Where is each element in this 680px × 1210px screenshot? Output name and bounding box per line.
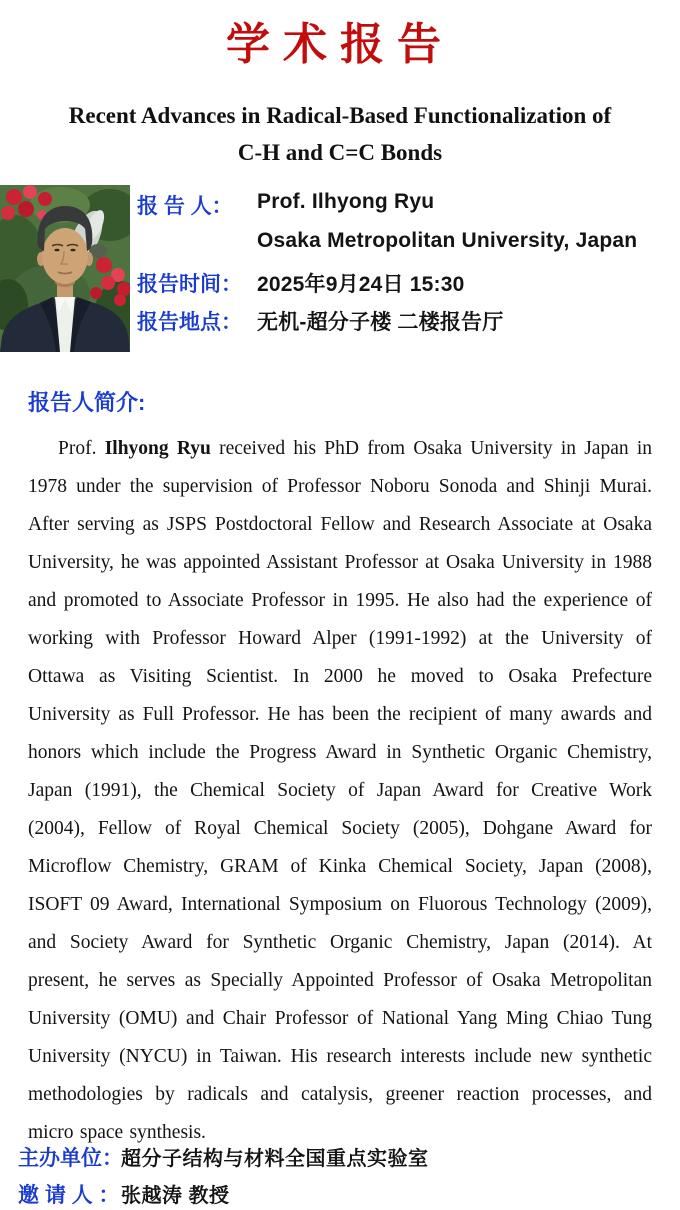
info-value-affiliation: Osaka Metropolitan University, Japan <box>257 229 638 252</box>
info-row-affiliation <box>137 229 637 253</box>
speaker-photo-graphic <box>0 185 130 352</box>
bio-paragraph <box>28 430 652 1152</box>
footer-row-host <box>18 1142 429 1172</box>
info-value-location: 无机-超分子楼 二楼报告厅 <box>257 311 504 334</box>
info-label-location: 报告地点： <box>137 311 242 334</box>
info-row-location <box>137 306 503 336</box>
info-label-time: 报告时间： <box>137 273 242 296</box>
footer-value-inviter: 张越涛 教授 <box>121 1185 230 1207</box>
lecture-title <box>0 97 680 171</box>
bio-speaker-name: Ilhyong Ryu <box>104 438 211 459</box>
bio-text-rest: received his PhD from Osaka University in Japan in 1978 under the supervision of Professor Noboru Sonoda and Shinji Murai. After serving as JSPS Postdoctoral Fellow and Research Associate at Osaka University, he was appointed Assistant Professor at Osaka University in 1988 and promoted to Associate Professor in 1995. He also had the experience of working with Professor Howard Alper (1991-1992) at the University of Ottawa as Visiting Scientist. In 2000 he moved to Osaka Prefecture University as Full Professor. He has been the recipient of many awards and honors which include the Progress Award in Synthetic Organic Chemistry, Japan (1991), the Chemical Society of Japan Award for Creative Work (2004), Fellow of Royal Chemical Society (2005), Dohgane Award for Microflow Chemistry, GRAM of Kinka Chemical Society, Japan (2008), ISOFT 09 Award, International Symposium on Fluorous Technology (2009), and Society Award for Synthetic Organic Chemistry, Japan (2014). At present, he serves as Specially Appointed Professor of Osaka Metropolitan University (OMU) and Chair Professor of National Yang Ming Chiao Tung University (NYCU) in Taiwan. His research interests include new synthetic methodologies by radicals and catalysis, greener reaction processes, and micro space synthesis. <box>28 438 652 1143</box>
info-row-time <box>137 268 465 298</box>
footer-label-host: 主办单位： <box>18 1147 123 1170</box>
speaker-info-section <box>0 185 680 352</box>
info-value-time: 2025年9月24日 15:30 <box>257 273 465 296</box>
bio-text-prefix: Prof. <box>58 438 105 459</box>
footer-label-inviter: 邀 请 人 ： <box>18 1184 120 1207</box>
lecture-title-line1: Recent Advances in Radical-Based Functionalization of <box>68 103 612 128</box>
info-value-speaker: Prof. Ilhyong Ryu <box>257 190 435 213</box>
bio-heading: 报告人简介: <box>28 390 146 415</box>
info-label-speaker: 报 告 人： <box>137 195 233 218</box>
footer-row-inviter <box>18 1179 230 1209</box>
lecture-title-line2: C-H and C=C Bonds <box>237 140 443 165</box>
speaker-photo <box>0 185 130 352</box>
footer-value-host: 超分子结构与材料全国重点实验室 <box>121 1148 429 1170</box>
page-title: 学术报告 <box>226 20 454 69</box>
info-row-speaker <box>137 190 434 220</box>
